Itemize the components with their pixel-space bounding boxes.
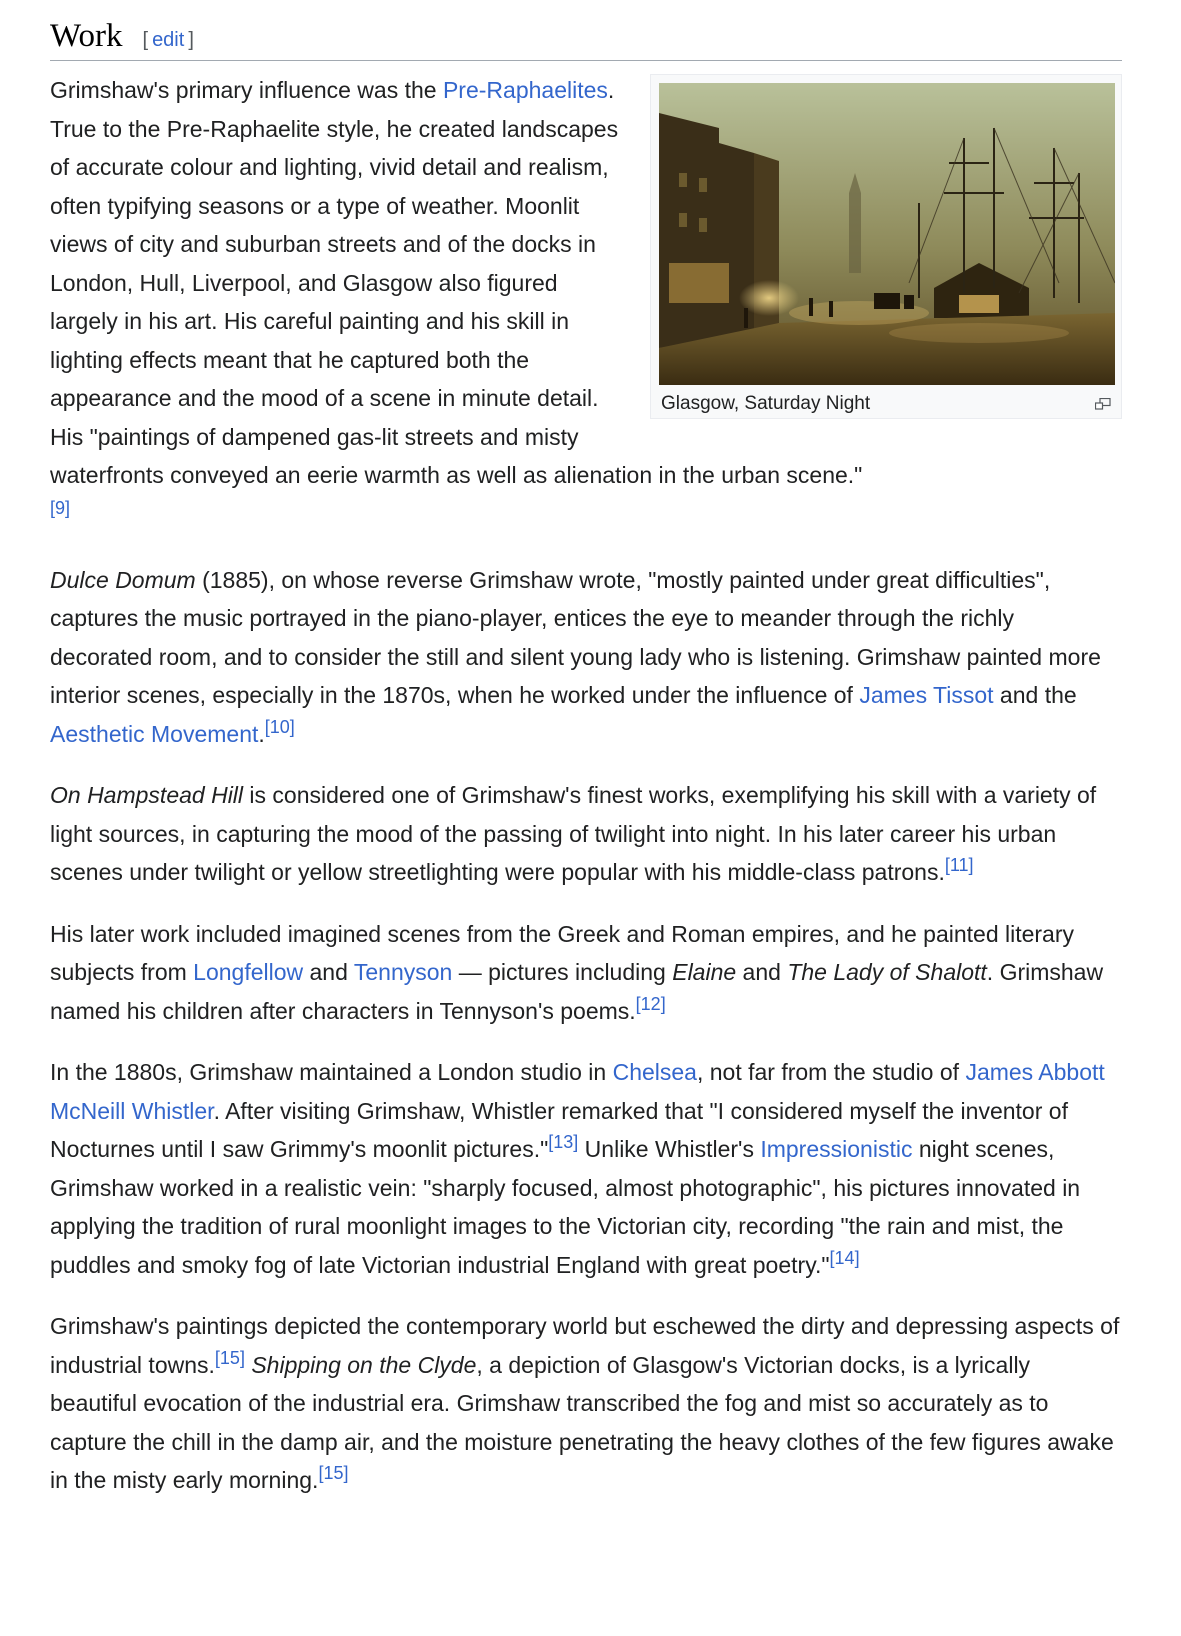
- magnify-icon[interactable]: [1095, 398, 1111, 410]
- citation-12[interactable]: [12]: [635, 993, 666, 1014]
- link-aesthetic-movement[interactable]: Aesthetic Movement: [50, 720, 259, 747]
- edit-link[interactable]: edit: [152, 29, 185, 51]
- citation-9[interactable]: [9]: [50, 497, 71, 518]
- link-chelsea[interactable]: Chelsea: [612, 1059, 697, 1085]
- paragraph-1: Grimshaw's primary influence was the Pre-Raphaelites. True to the Pre-Raphaelite style, he created landscapes of accurate colour and lighting, vivid detail and realism, often typifying seasons or a type of weather. Moonlit views of city and suburban streets and of the docks in London, Hull, Liverpool, and Glasgow also figured largely in his art. His careful painting and his skill in lighting effects meant that he captured both the appearance and the mood of a scene in minute detail. His "paintings of dampened gas-lit streets and misty waterfronts conveyed an eerie warmth as well as alienation in the urban scene.": [50, 77, 863, 488]
- citation-10[interactable]: [10]: [264, 716, 295, 737]
- figure-caption: [659, 385, 1115, 419]
- article-content: [50, 0, 1122, 1500]
- paragraph-2: Dulce Domum (1885), on whose reverse Grimshaw wrote, "mostly painted under great difficulties", captures the music portrayed in the piano-player, entices the eye to meander through the richly decorated room, and to consider the still and silent young lady who is listening. Grimshaw painted more interior scenes, especially in the 1870s, when he worked under the influence of James Tissot and the Aesthetic Movement.[10]: [50, 566, 1101, 747]
- citation-11[interactable]: [11]: [944, 855, 974, 875]
- paragraph-4: His later work included imagined scenes from the Greek and Roman empires, and he painted literary subjects from Longfellow and Tennyson — pictures including Elaine and The Lady of Shalott. Grimshaw named his children after characters in Tennyson's poems.[12]: [50, 920, 1104, 1024]
- link-whistler[interactable]: James Abbott McNeill Whistler: [50, 1059, 1105, 1124]
- section-heading: [50, 0, 1122, 61]
- citation-13[interactable]: [13]: [548, 1132, 579, 1152]
- citation-14[interactable]: [14]: [829, 1247, 860, 1268]
- section-body: [50, 71, 1122, 1500]
- paragraph-5: In the 1880s, Grimshaw maintained a London studio in Chelsea, not far from the studio of James Abbott McNeill Whistler. After visiting Grimshaw, Whistler remarked that "I considered myself the inventor of Nocturnes until I saw Grimmy's moonlit pictures."[13] Unlike Whistler's Impressionistic night scenes, Grimshaw worked in a realistic vein: "sharply focused, almost photographic", his pictures innovated in applying the tradition of rural moonlight images to the Victorian city, recording "the rain and mist, the puddles and smoky fog of late Victorian industrial England with great poetry."[14]: [50, 1059, 1105, 1278]
- painting-image[interactable]: [659, 83, 1115, 385]
- link-longfellow[interactable]: Longfellow: [193, 959, 304, 985]
- citation-15a[interactable]: [15]: [214, 1347, 245, 1368]
- caption-text: Glasgow, Saturday Night: [661, 393, 871, 414]
- link-impressionistic[interactable]: Impressionistic: [760, 1136, 913, 1162]
- section-title: Work: [50, 18, 123, 54]
- citation-15b[interactable]: [15]: [318, 1463, 349, 1483]
- link-james-tissot[interactable]: James Tissot: [859, 682, 994, 708]
- citation-9-block: [50, 495, 1122, 521]
- edit-section: [ edit ]: [142, 29, 194, 51]
- link-pre-raphaelites[interactable]: Pre-Raphaelites: [442, 77, 608, 103]
- paragraph-3: On Hampstead Hill is considered one of Grimshaw's finest works, exemplifying his skill with a variety of light sources, in capturing the mood of the passing of twilight into night. In his later career his urban scenes under twilight or yellow streetlighting were popular with his middle-class patrons.[11]: [50, 782, 1097, 885]
- figure-thumb: [650, 74, 1122, 419]
- link-tennyson[interactable]: Tennyson: [353, 959, 453, 985]
- paragraph-6: Grimshaw's paintings depicted the contemporary world but eschewed the dirty and depressing aspects of industrial towns.[15] Shipping on the Clyde, a depiction of Glasgow's Victorian docks, is a lyrically beautiful evocation of the industrial era. Grimshaw transcribed the fog and mist so accurately as to capture the chill in the damp air, and the moisture penetrating the heavy clothes of the few figures awake in the misty early morning.[15]: [50, 1313, 1120, 1493]
